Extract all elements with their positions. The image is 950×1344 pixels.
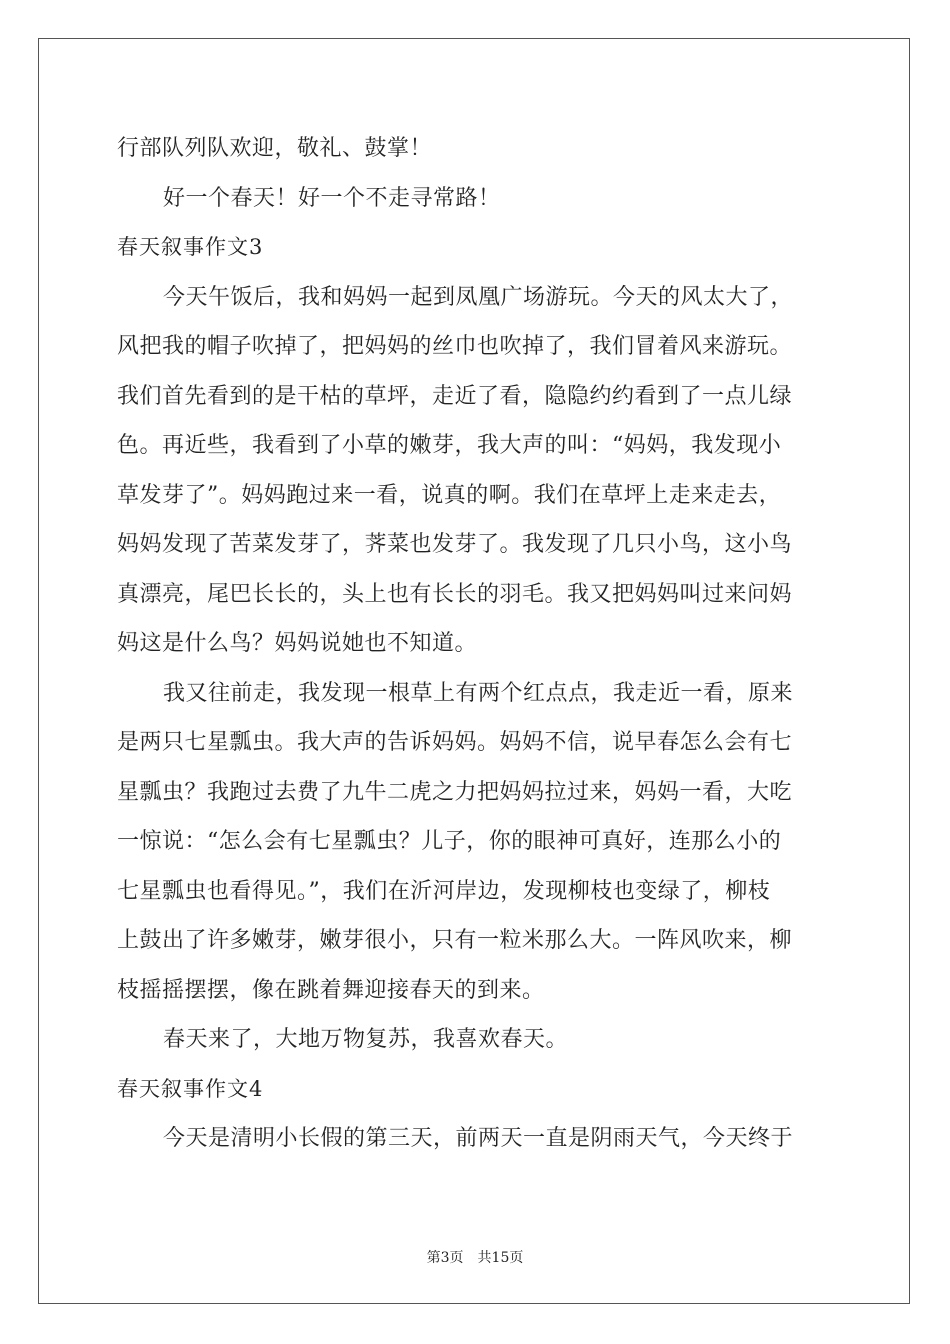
text-line: 好一个春天！好一个不走寻常路！ bbox=[163, 185, 501, 211]
text-line: 色。再近些，我看到了小草的嫩芽，我大声的叫：“妈妈，我发现小 bbox=[117, 433, 782, 458]
page-footer: 第3页 共15页 bbox=[426, 1250, 524, 1266]
text-line: 一惊说：“怎么会有七星瓢虫？儿子，你的眼神可真好，连那么小的 bbox=[117, 829, 782, 854]
section-heading: 春天叙事作文4 bbox=[117, 1076, 264, 1101]
text-line: 风把我的帽子吹掉了，把妈妈的丝巾也吹掉了，我们冒着风来游玩。 bbox=[117, 334, 793, 359]
text-line: 是两只七星瓢虫。我大声的告诉妈妈。妈妈不信，说早春怎么会有七 bbox=[117, 730, 793, 755]
text-line: 行部队列队欢迎，敬礼、鼓掌！ bbox=[117, 136, 433, 161]
text-line: 妈妈发现了苦菜发芽了，荠菜也发芽了。我发现了几只小鸟，这小鸟 bbox=[117, 532, 793, 557]
text-line: 草发芽了”。妈妈跑过来一看，说真的啊。我们在草坪上走来走去， bbox=[117, 482, 782, 508]
text-line: 真漂亮，尾巴长长的，头上也有长长的羽毛。我又把妈妈叫过来问妈 bbox=[117, 581, 793, 607]
text-line: 今天午饭后，我和妈妈一起到凤凰广场游玩。今天的风太大了， bbox=[163, 284, 794, 310]
text-line: 上鼓出了许多嫩芽，嫩芽很小，只有一粒米那么大。一阵风吹来，柳 bbox=[117, 928, 793, 953]
text-line: 我们首先看到的是干枯的草坪，走近了看，隐隐约约看到了一点儿绿 bbox=[117, 383, 793, 409]
text-line: 七星瓢虫也看得见。”，我们在沂河岸边，发现柳枝也变绿了，柳枝 bbox=[117, 878, 771, 904]
text-line: 今天是清明小长假的第三天，前两天一直是阴雨天气，今天终于 bbox=[163, 1126, 794, 1151]
text-line: 妈这是什么鸟？妈妈说她也不知道。 bbox=[117, 631, 478, 656]
text-line: 我又往前走，我发现一根草上有两个红点点，我走近一看，原来 bbox=[163, 680, 794, 706]
text-line: 春天来了，大地万物复苏，我喜欢春天。 bbox=[163, 1027, 569, 1052]
document-body bbox=[117, 124, 837, 1164]
text-line: 枝摇摇摆摆，像在跳着舞迎接春天的到来。 bbox=[117, 977, 545, 1003]
text-line: 星瓢虫？我跑过去费了九牛二虎之力把妈妈拉过来，妈妈一看，大吃 bbox=[117, 779, 793, 805]
section-heading: 春天叙事作文3 bbox=[117, 235, 264, 259]
